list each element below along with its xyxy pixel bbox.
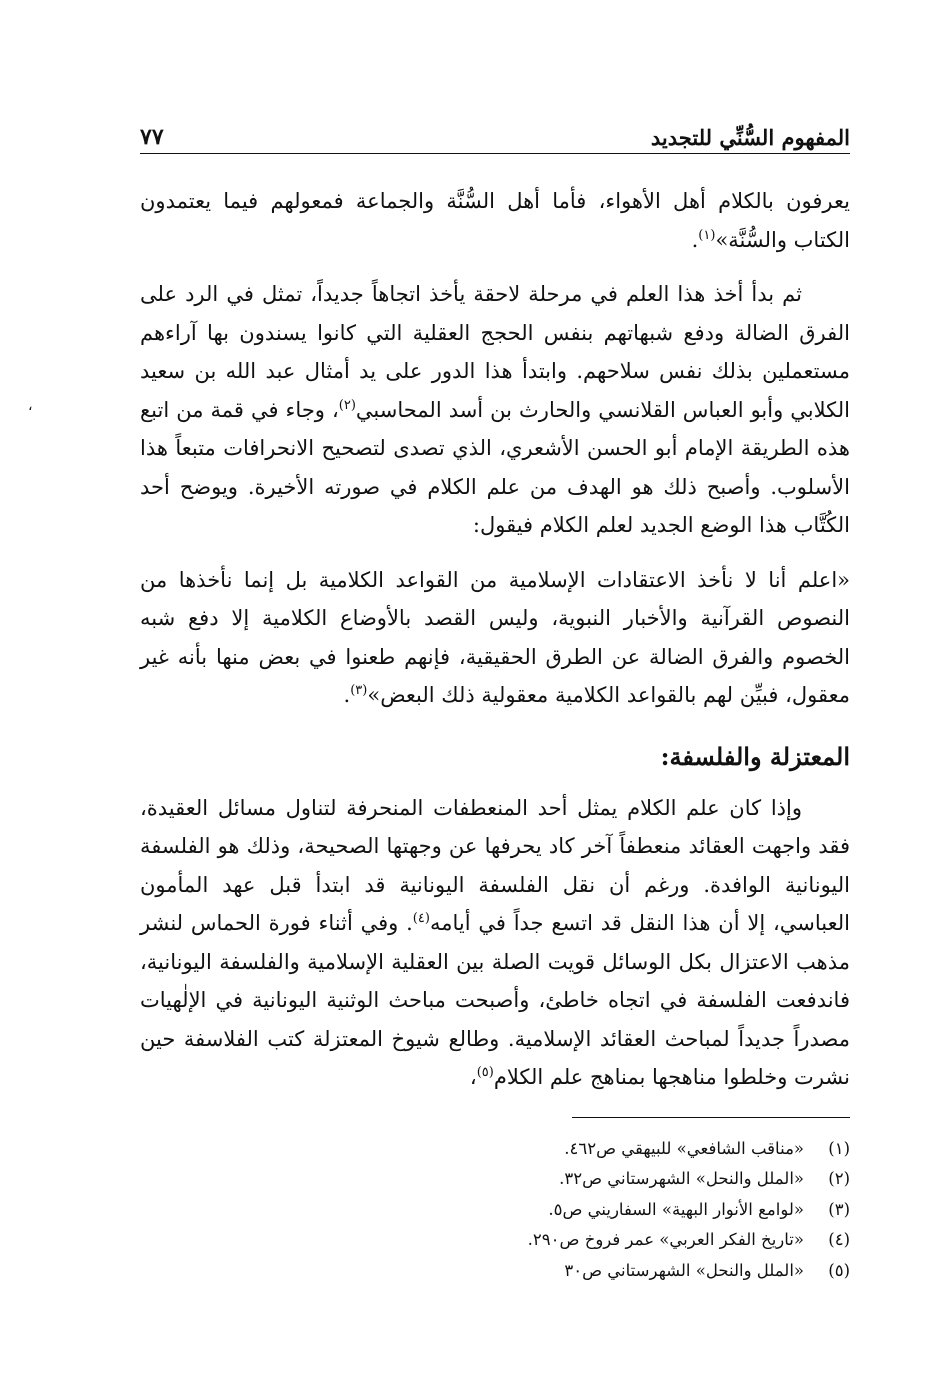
quotation-tail: . (343, 683, 351, 707)
footnote-ref-1: (١) (698, 227, 716, 243)
footnote-text: «الملل والنحل» الشهرستاني ص٣٠ (564, 1260, 804, 1280)
footnote-ref-5: (٥) (476, 1065, 494, 1080)
paragraph-2-text-a: ثم بدأ أخذ هذا العلم في مرحلة لاحقة يأخذ اتجاهاً جديداً، تمثل في الرد على الفرق الضالة ودفع شبهاتهم بنفس الحجج العقلية التي كانوا يسندون بها آراءهم مستعملين بذلك نفس سلاحهم. وابتدأ هذا الدور على يد أمثال عبد الله بن سعيد الكلابي وأبو العباس القلانسي والحارث بن أسد المحاسبي (140, 282, 851, 422)
footnote-item (140, 1134, 850, 1165)
footnote-ref-2: (٢) (338, 397, 356, 413)
footnote-text: «مناقب الشافعي» للبيهقي ص٤٦٢. (564, 1138, 804, 1158)
paragraph-4-text-b: . وفي أثناء فورة الحماس لنشر مذهب الاعتزال بكل الوسائل قويت الصلة بين العقلية الإسلامية والفلسفة اليونانية، فاندفعت الفلسفة في اتجاه خاطئ، وأصبحت مباحث الوثنية اليونانية في الإلٰهيات مصدراً جديداً لمباحث العقائد الإسلامية. وطالع شيوخ المعتزلة كتب الفلاسفة حين نشرت وخلطوا مناهجها بمناهج علم الكلام (140, 911, 850, 1089)
footnote-number: (٣) (828, 1199, 850, 1219)
footnote-item (140, 1195, 850, 1226)
footnote-number: (٤) (828, 1230, 850, 1249)
page-header (140, 110, 850, 154)
footnote-number: (٢) (828, 1169, 850, 1188)
footnote-divider (572, 1117, 850, 1118)
paragraph-1 (140, 182, 850, 259)
paragraph-4-tail: ، (469, 1065, 477, 1089)
footnote-text: «لوامع الأنوار البهية» السفاريني ص٥. (548, 1199, 804, 1219)
footnote-ref-3: (٣) (350, 683, 368, 698)
section-heading: المعتزلة والفلسفة: (660, 741, 850, 771)
paragraph-2-text-b: ، وجاء في قمة من اتبع هذه الطريقة الإمام أبو الحسن الأشعري، الذي تصدى لتصحيح الانحرافات متبعاً هذا الأسلوب. وأصبح ذلك هو الهدف من علم الكلام في صورته الأخيرة. ويوضح أحد الكُتَّاب هذا الوضع الجديد لعلم الكلام فيقول: (140, 397, 850, 537)
page-number: ٧٧ (140, 124, 164, 150)
footnote-item (140, 1164, 850, 1195)
quotation-paragraph (140, 561, 850, 715)
body-text (140, 182, 850, 1097)
footnote-text: «الملل والنحل» الشهرستاني ص٣٢. (559, 1169, 804, 1188)
paragraph-4-text-a: وإذا كان علم الكلام يمثل أحد المنعطفات المنحرفة لتناول مسائل العقيدة، فقد واجهت العقائد منعطفاً آخر كاد يحرفها عن وجهتها الصحيحة، وذلك هو الفلسفة اليونانية الوافدة. ورغم أن نقل الفلسفة اليونانية قد ابتدأ قبل عهد المأمون العباسي، إلا أن هذا النقل قد اتسع جداً في أيامه (140, 795, 850, 935)
document-page (140, 110, 850, 1286)
footnote-ref-4: (٤) (412, 911, 430, 926)
footnote-number: (٥) (828, 1260, 850, 1280)
paragraph-gap (140, 545, 850, 561)
footnote-text: «تاريخ الفكر العربي» عمر فروخ ص٢٩٠. (527, 1230, 804, 1249)
paragraph-gap (140, 259, 850, 275)
running-title: المفهوم السُّنِّي للتجديد (650, 125, 850, 150)
paragraph-1-tail: . (691, 227, 699, 252)
margin-mark: ، (28, 398, 33, 414)
paragraph-1-text: يعرفون بالكلام أهل الأهواء، فأما أهل السُّنَّة والجماعة فمعولهم فيما يعتمدون الكتاب والسُّنَّة» (140, 189, 850, 252)
footnotes (140, 1134, 850, 1287)
footnote-item (140, 1256, 850, 1287)
footnote-item (140, 1225, 850, 1256)
paragraph-2 (140, 275, 850, 545)
footnote-number: (١) (828, 1138, 850, 1158)
paragraph-4 (140, 789, 850, 1097)
quotation-text: «اعلم أنا لا نأخذ الاعتقادات الإسلامية من القواعد الكلامية بل إنما نأخذها من النصوص القرآنية والأخبار النبوية، وليس القصد بالأوضاع الكلامية إلا دفع شبه الخصوم والفرق الضالة عن الطرق الحقيقية، فإنهم طعنوا في بعض منها بأنه غير معقول، فبيِّن لهم بالقواعد الكلامية معقولية ذلك البعض» (140, 567, 850, 707)
